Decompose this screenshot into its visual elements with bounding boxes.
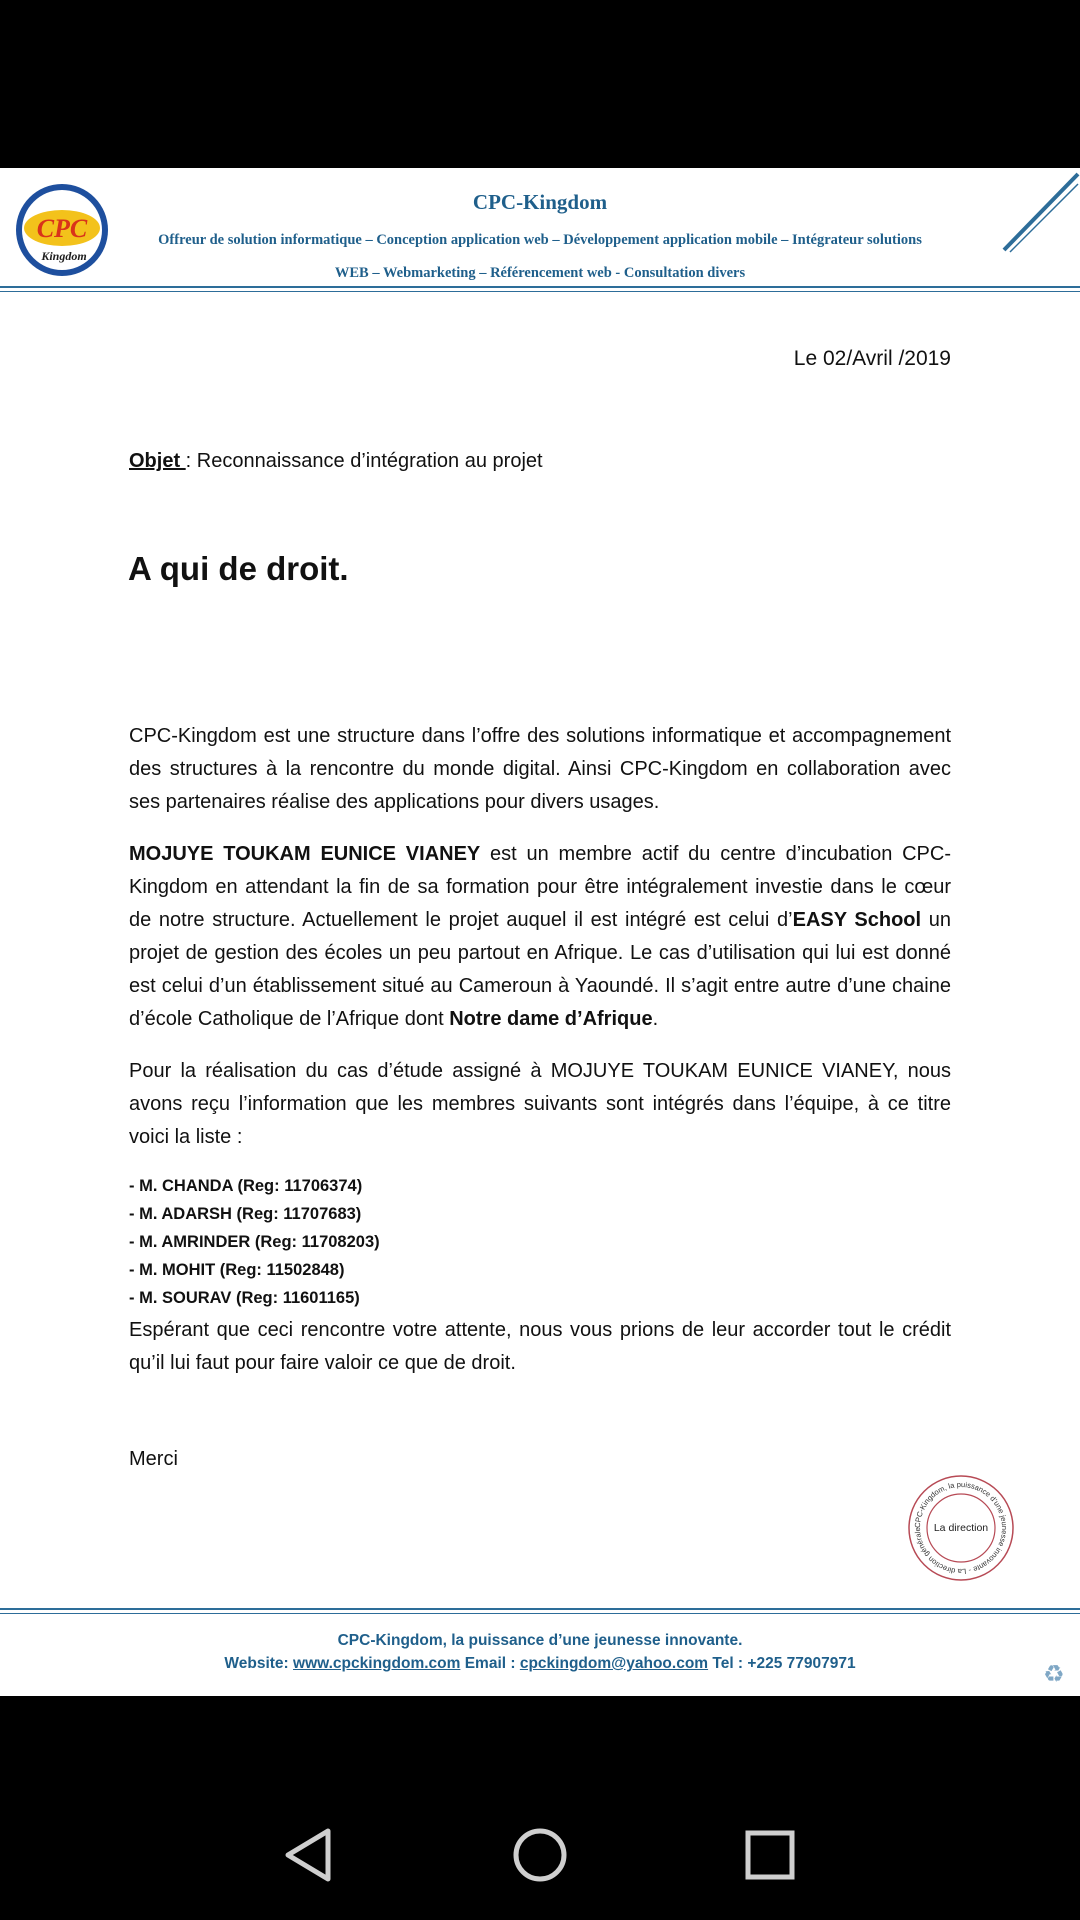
subject-text: : Reconnaissance d’intégration au projet bbox=[185, 450, 543, 472]
letter-subject bbox=[129, 450, 543, 473]
footer-slogan: CPC-Kingdom, la puissance d’une jeunesse innovante. bbox=[337, 1632, 743, 1649]
paragraph-member bbox=[129, 838, 951, 1036]
project-name: EASY School bbox=[792, 909, 922, 931]
member-name: MOJUYE TOUKAM EUNICE VIANEY bbox=[129, 843, 481, 865]
letter-date: Le 02/Avril /2019 bbox=[793, 347, 951, 370]
email-link[interactable]: cpckingdom@yahoo.com bbox=[519, 1655, 709, 1672]
status-bar-area bbox=[0, 0, 1080, 168]
tagline-line-1: Offreur de solution informatique – Conception application web – Développement application mobile – Intégrateur solutions bbox=[158, 232, 922, 248]
school-name: Notre dame d’Afrique bbox=[449, 1008, 653, 1030]
header-divider bbox=[0, 286, 1080, 288]
member-list bbox=[129, 1172, 380, 1312]
footer-divider-thin bbox=[0, 1613, 1080, 1614]
pen-icon bbox=[998, 168, 1080, 254]
paragraph-member-text-b: un projet de gestion des écoles un peu partout en Afrique. Le cas d’utilisation qui lui est donné est celui d’un établissement situé au Cameroun à Yaoundé. Il s’agit entre autre d’une chaine d’école Catholique de l’Afrique dont bbox=[129, 909, 951, 1030]
paragraph-member-end: . bbox=[652, 1008, 659, 1030]
logo-text: CPC bbox=[36, 214, 88, 243]
footer-contact bbox=[0, 1655, 1080, 1673]
recents-square-icon[interactable] bbox=[740, 1825, 800, 1885]
recycle-icon: ♻ bbox=[1043, 1660, 1065, 1688]
navigation-bar bbox=[0, 1696, 1080, 1920]
subject-label: Objet bbox=[129, 450, 186, 472]
stamp-ring-text: CPC-Kingdom, la puissance d’une jeunesse innovante - La direction générale bbox=[912, 1479, 1010, 1577]
list-item: - M. MOHIT (Reg: 11502848) bbox=[129, 1261, 345, 1279]
list-item: - M. SOURAV (Reg: 11601165) bbox=[129, 1289, 360, 1307]
home-circle-icon[interactable] bbox=[510, 1825, 570, 1885]
stamp-center-text: La direction bbox=[933, 1522, 989, 1534]
footer-divider bbox=[0, 1608, 1080, 1610]
salutation-heading: A qui de droit. bbox=[128, 550, 349, 587]
paragraph-closing: Espérant que ceci rencontre votre attente, nous vous prions de leur accorder tout le crédit qu’il lui faut pour faire valoir ce que de droit. bbox=[129, 1319, 951, 1374]
logo-subtext: Kingdom bbox=[41, 249, 87, 263]
list-item: - M. AMRINDER (Reg: 11708203) bbox=[129, 1233, 380, 1251]
phone-number: Tel : +225 77907971 bbox=[708, 1655, 856, 1672]
direction-stamp bbox=[906, 1473, 1016, 1583]
header-divider-thin bbox=[0, 291, 1080, 292]
list-item: - M. ADARSH (Reg: 11707683) bbox=[129, 1205, 362, 1223]
company-title: CPC-Kingdom bbox=[472, 190, 608, 214]
tagline-line-2: WEB – Webmarketing – Référencement web - Consultation divers bbox=[334, 265, 746, 281]
email-label: Email : bbox=[460, 1655, 520, 1672]
paragraph-member-text-a: est un membre actif du centre d’incubation CPC-Kingdom en attendant la fin de sa formation pour être intégralement investie dans le cœur de notre structure. Actuellement le projet auquel il est intégré est celui d’ bbox=[129, 843, 951, 931]
paragraph-team: Pour la réalisation du cas d’étude assigné à MOJUYE TOUKAM EUNICE VIANEY, nous avons reçu l’information que les membres suivants sont intégrés dans l’équipe, à ce titre voici la liste : bbox=[129, 1060, 951, 1148]
back-triangle-icon[interactable] bbox=[280, 1825, 340, 1885]
list-item: - M. CHANDA (Reg: 11706374) bbox=[129, 1177, 363, 1195]
website-label: Website: bbox=[224, 1655, 294, 1672]
document-page bbox=[0, 168, 1080, 1696]
paragraph-intro: CPC-Kingdom est une structure dans l’offre des solutions informatique et accompagnement des structures à la rencontre du monde digital. Ainsi CPC-Kingdom en collaboration avec ses partenaires réalise des applications pour divers usages. bbox=[129, 725, 951, 813]
closing-word: Merci bbox=[129, 1448, 178, 1470]
website-link[interactable]: www.cpckingdom.com bbox=[293, 1655, 461, 1672]
